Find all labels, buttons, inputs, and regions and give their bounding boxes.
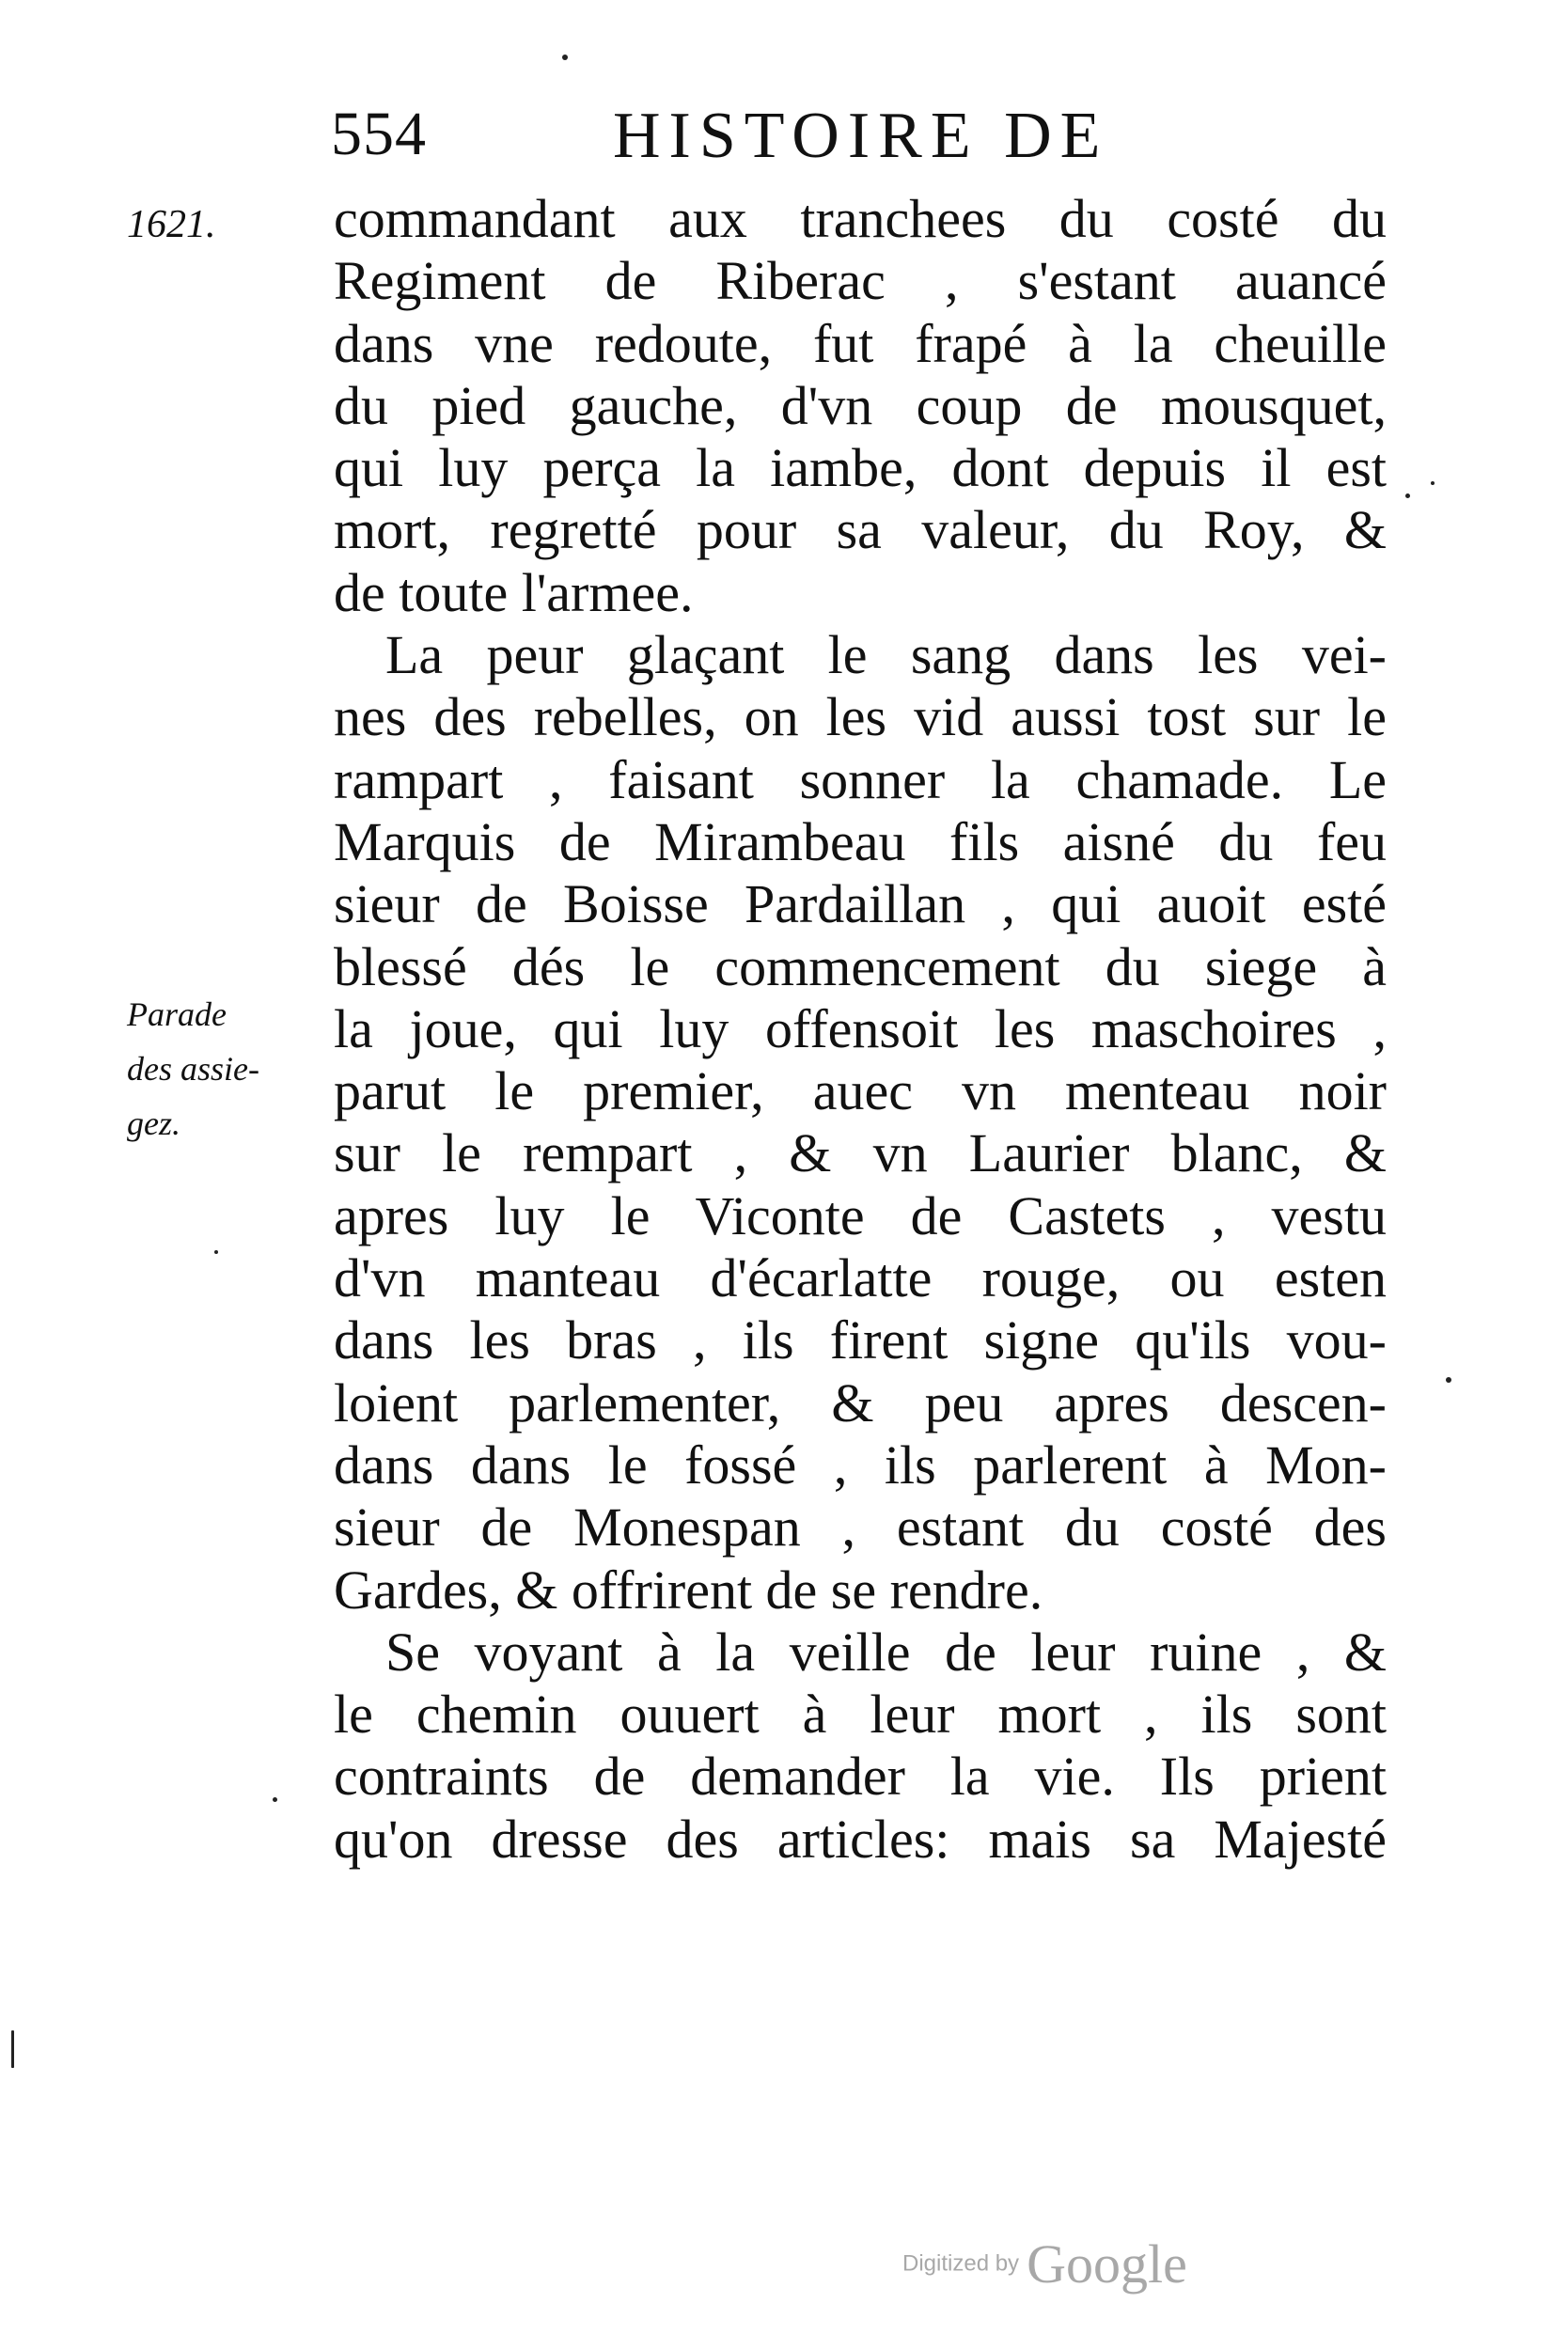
text-line: Gardes, & offrirent de se rendre.	[334, 1559, 1043, 1621]
sidenote-line: Parade	[127, 995, 227, 1033]
page-header	[331, 99, 1403, 183]
text-line: dans les bras , ils firent signe qu'ils vou-	[334, 1309, 1387, 1371]
scan-speck	[273, 1797, 277, 1802]
watermark-prefix: Digitized by	[902, 2250, 1020, 2277]
text-line: dans dans le fossé , ils parlerent à Mon-	[334, 1434, 1387, 1496]
scan-speck	[1431, 481, 1435, 485]
running-title: HISTOIRE DE	[613, 100, 1109, 172]
scan-speck	[1446, 1377, 1451, 1383]
sidenote-line: gez.	[127, 1104, 180, 1142]
text-line: sur le rempart , & vn Laurier blanc, &	[334, 1122, 1387, 1184]
scan-speck	[562, 55, 568, 60]
text-line: d'vn manteau d'écarlatte rouge, ou esten	[334, 1247, 1387, 1309]
text-line: rampart , faisant sonner la chamade. Le	[334, 748, 1387, 810]
text-line: contraints de demander la vie. Ils prient	[334, 1746, 1387, 1808]
text-line: Regiment de Riberac , s'estant auancé	[334, 250, 1387, 312]
body-text	[334, 188, 1387, 1871]
margin-year: 1621.	[127, 203, 216, 246]
page-number: 554	[331, 100, 427, 168]
text-line: dans vne redoute, fut frapé à la cheuille	[334, 312, 1387, 374]
text-line: Marquis de Mirambeau fils aisné du feu	[334, 810, 1387, 872]
text-line: sieur de Boisse Pardaillan , qui auoit esté	[334, 873, 1387, 935]
scan-speck	[11, 2030, 14, 2068]
text-line: de toute l'armee.	[334, 561, 694, 623]
margin-sidenote	[127, 987, 315, 1151]
text-line: du pied gauche, d'vn coup de mousquet,	[334, 374, 1387, 436]
scan-speck	[1405, 494, 1410, 498]
text-line: Se voyant à la veille de leur ruine , &	[385, 1621, 1387, 1683]
scan-speck	[214, 1250, 218, 1254]
text-line: mort, regretté pour sa valeur, du Roy, &	[334, 499, 1387, 561]
sidenote-line: des assie-	[127, 1050, 259, 1088]
text-line: loient parlementer, & peu apres descen-	[334, 1371, 1387, 1434]
digitized-watermark	[902, 2232, 1187, 2295]
text-line: La peur glaçant le sang dans les vei-	[385, 624, 1387, 686]
text-line: sieur de Monespan , estant du costé des	[334, 1496, 1387, 1559]
text-line: parut le premier, auec vn menteau noir	[334, 1060, 1387, 1122]
text-line: la joue, qui luy offensoit les maschoires ,	[334, 997, 1387, 1059]
text-line: blessé dés le commencement du siege à	[334, 935, 1387, 997]
text-line: apres luy le Viconte de Castets , vestu	[334, 1184, 1387, 1246]
text-line: commandant aux tranchees du costé du	[334, 188, 1387, 249]
text-line: qu'on dresse des articles: mais sa Majesté	[334, 1808, 1387, 1870]
text-line: qui luy perça la iambe, dont depuis il est	[334, 437, 1387, 499]
text-line: le chemin ouuert à leur mort , ils sont	[334, 1684, 1387, 1746]
text-line: nes des rebelles, on les vid aussi tost sur le	[334, 686, 1387, 748]
google-logo: Google	[1027, 2233, 1187, 2295]
